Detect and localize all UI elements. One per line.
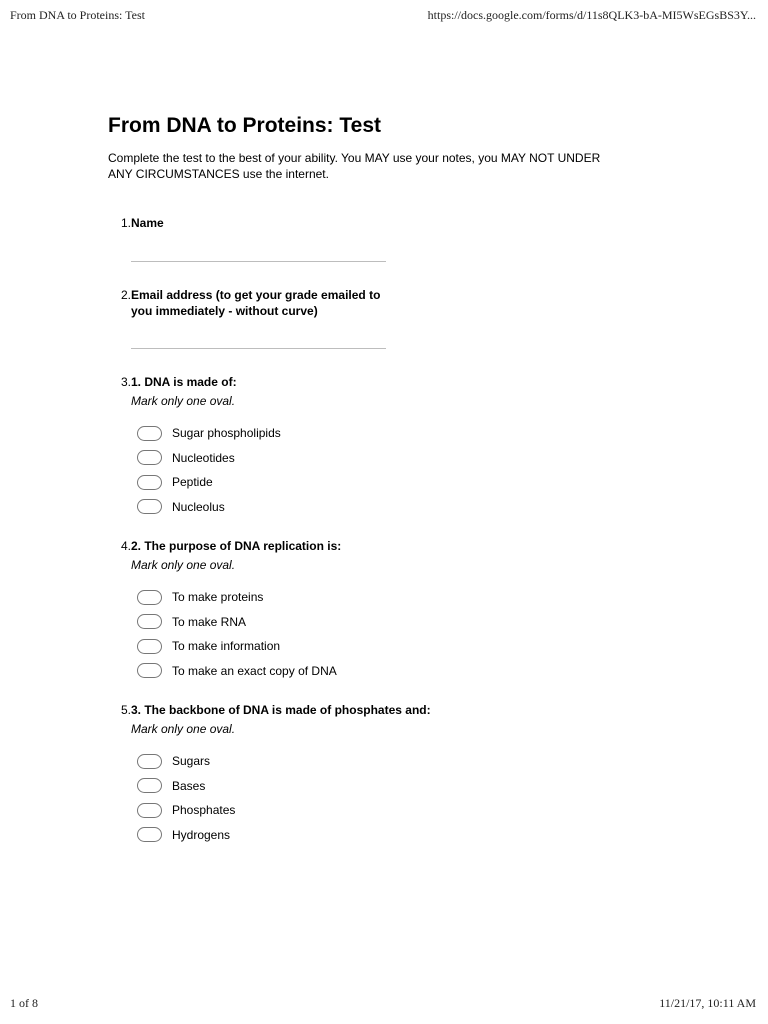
radio-oval[interactable] [137,590,162,605]
print-footer-page-count: 1 of 8 [10,996,38,1010]
option-label: Phosphates [172,803,236,818]
question-hint: Mark only one oval. [131,558,236,572]
option-item[interactable] [131,495,608,520]
option-item[interactable] [131,470,608,495]
option-item[interactable] [131,446,608,471]
radio-oval[interactable] [137,803,162,818]
option-label: Sugars [172,754,211,769]
form-title: From DNA to Proteins: Test [108,114,382,137]
question-title: 2. The purpose of DNA replication is: [131,539,342,553]
radio-oval[interactable] [137,778,162,793]
question-email [108,287,608,349]
option-label: Peptide [172,475,213,490]
option-label: To make proteins [172,590,264,605]
radio-oval[interactable] [137,754,162,769]
question-dna-backbone [108,702,608,847]
question-dna-made-of [108,374,608,519]
option-item[interactable] [131,823,608,848]
option-list [131,421,608,519]
option-label: Hydrogens [172,827,231,842]
question-dna-replication [108,538,608,683]
option-list [131,585,608,683]
print-header-title: From DNA to Proteins: Test [10,8,145,22]
print-footer-datetime: 11/21/17, 10:11 AM [659,996,756,1010]
radio-oval[interactable] [137,827,162,842]
option-label: To make information [172,639,281,654]
option-label: Bases [172,778,206,793]
option-item[interactable] [131,798,608,823]
option-item[interactable] [131,634,608,659]
question-title: 1. DNA is made of: [131,375,237,389]
form-header [108,112,648,182]
radio-oval[interactable] [137,639,162,654]
question-title: 3. The backbone of DNA is made of phosphates and: [131,703,431,717]
question-hint: Mark only one oval. [131,394,236,408]
option-label: Nucleotides [172,450,235,465]
form-description: Complete the test to the best of your ability. You MAY use your notes, you MAY NOT UNDER ANY CIRCUMSTANCES use the internet. [108,151,601,181]
question-title: Name [131,216,164,230]
option-label: Nucleolus [172,499,225,514]
print-header-url: https://docs.google.com/forms/d/11s8QLK3-bA-MI5WsEGsBS3Y... [427,8,756,22]
option-item[interactable] [131,774,608,799]
option-label: To make RNA [172,614,247,629]
question-name [108,215,608,262]
radio-oval[interactable] [137,426,162,441]
option-item[interactable] [131,749,608,774]
name-answer-line[interactable] [131,261,386,262]
radio-oval[interactable] [137,663,162,678]
email-answer-line[interactable] [131,348,386,349]
question-number: 1. [120,216,131,230]
radio-oval[interactable] [137,475,162,490]
radio-oval[interactable] [137,450,162,465]
radio-oval[interactable] [137,499,162,514]
question-number: 4. [120,539,131,553]
question-title: Email address (to get your grade emailed to you immediately - without curve) [131,288,381,318]
question-hint: Mark only one oval. [131,722,236,736]
option-item[interactable] [131,585,608,610]
question-number: 5. [120,703,131,717]
option-item[interactable] [131,421,608,446]
option-list [131,749,608,847]
radio-oval[interactable] [137,614,162,629]
option-item[interactable] [131,610,608,635]
option-label: To make an exact copy of DNA [172,663,337,678]
question-number: 2. [120,288,131,302]
option-label: Sugar phospholipids [172,426,281,441]
option-item[interactable] [131,659,608,684]
question-number: 3. [120,375,131,389]
